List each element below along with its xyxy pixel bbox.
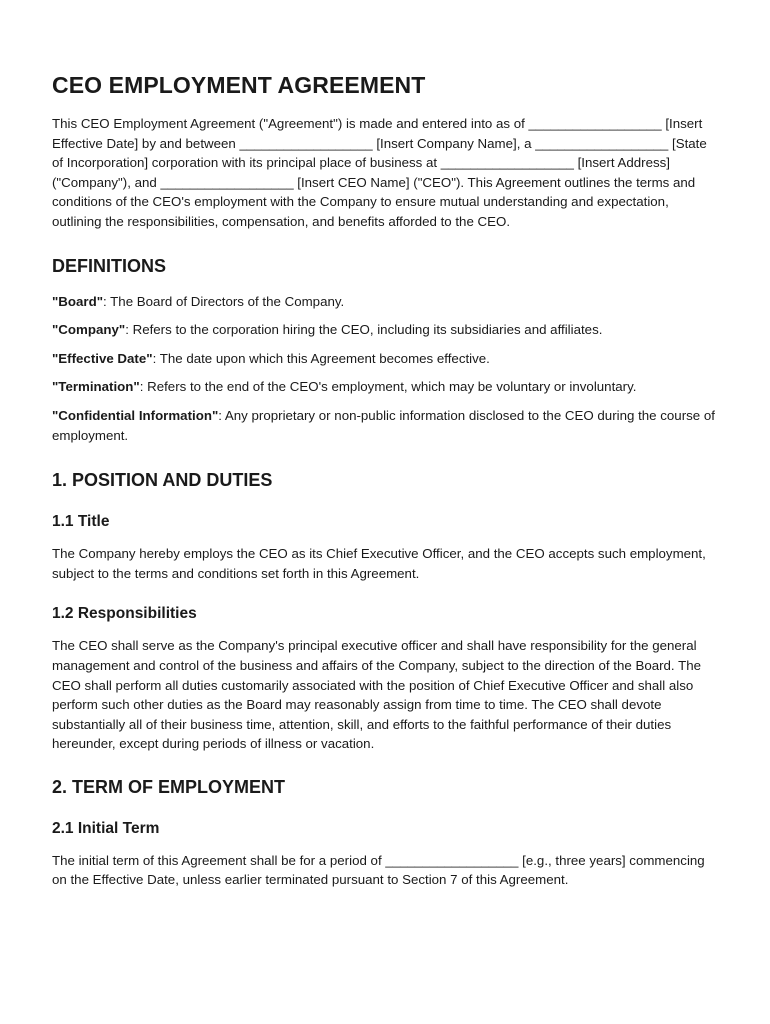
definition-confidential-information	[52, 406, 716, 445]
definitions-heading: DEFINITIONS	[52, 255, 167, 276]
section-2-1-heading: 2.1 Initial Term	[52, 819, 160, 837]
definition-term: "Confidential Information"	[52, 407, 219, 423]
definition-company	[52, 320, 716, 340]
definition-text: : The Board of Directors of the Company.	[103, 293, 345, 309]
definition-term: "Termination"	[52, 379, 140, 395]
section-1-heading: 1. POSITION AND DUTIES	[52, 470, 273, 491]
definition-effective-date	[52, 349, 716, 369]
definition-text: : Refers to the end of the CEO's employment, which may be voluntary or involuntary.	[139, 379, 637, 395]
definition-board	[52, 292, 716, 312]
definition-text: : The date upon which this Agreement becomes effective.	[152, 350, 490, 366]
section-1-1-paragraph: The Company hereby employs the CEO as its Chief Executive Officer, and the CEO accepts such employment, subject to the terms and conditions set forth in this Agreement.	[52, 546, 706, 581]
document-title: CEO EMPLOYMENT AGREEMENT	[52, 72, 426, 98]
definition-term: "Company"	[52, 322, 126, 338]
section-1-1-heading: 1.1 Title	[52, 513, 110, 531]
document-page	[52, 70, 716, 911]
definition-term: "Board"	[52, 293, 104, 309]
definition-term: "Effective Date"	[52, 350, 153, 366]
definition-text: : Refers to the corporation hiring the CEO, including its subsidiaries and affiliates.	[125, 322, 603, 338]
section-2-heading: 2. TERM OF EMPLOYMENT	[52, 776, 286, 797]
section-1-2-paragraph: The CEO shall serve as the Company's principal executive officer and shall have responsibility for the general management and control of the business and affairs of the Company, subject to the direction of the Board. The CEO shall perform all duties customarily associated with the position of Chief Executive Officer and shall also perform such other duties as the Board may reasonably assign from time to time. The CEO shall devote substantially all of their business time, attention, skill, and efforts to the faithful performance of their duties hereunder, except during periods of illness or vacation.	[52, 638, 701, 752]
section-2-1-paragraph: The initial term of this Agreement shall be for a period of __________________ [e.g., three years] commencing on the Effective Date, unless earlier terminated pursuant to Section 7 of this Agreement.	[52, 852, 705, 888]
definition-text: : Any proprietary or non-public information disclosed to the CEO during the course of employment.	[52, 407, 715, 443]
definition-termination	[52, 377, 716, 397]
section-1-2-heading: 1.2 Responsibilities	[52, 605, 197, 623]
intro-paragraph: This CEO Employment Agreement ("Agreement") is made and entered into as of __________________ [Insert Effective Date] by and between __________________ [Insert Company Name], a __________________ [State of Incorporation] corporation with its principal place of business at __________________ [Insert Address] ("Company"), and __________________ [Insert CEO Name] ("CEO"). This Agreement outlines the terms and conditions of the CEO's employment with the Company to ensure mutual understanding and expectation, outlining the responsibilities, compensation, and benefits afforded to the CEO.	[52, 116, 707, 229]
